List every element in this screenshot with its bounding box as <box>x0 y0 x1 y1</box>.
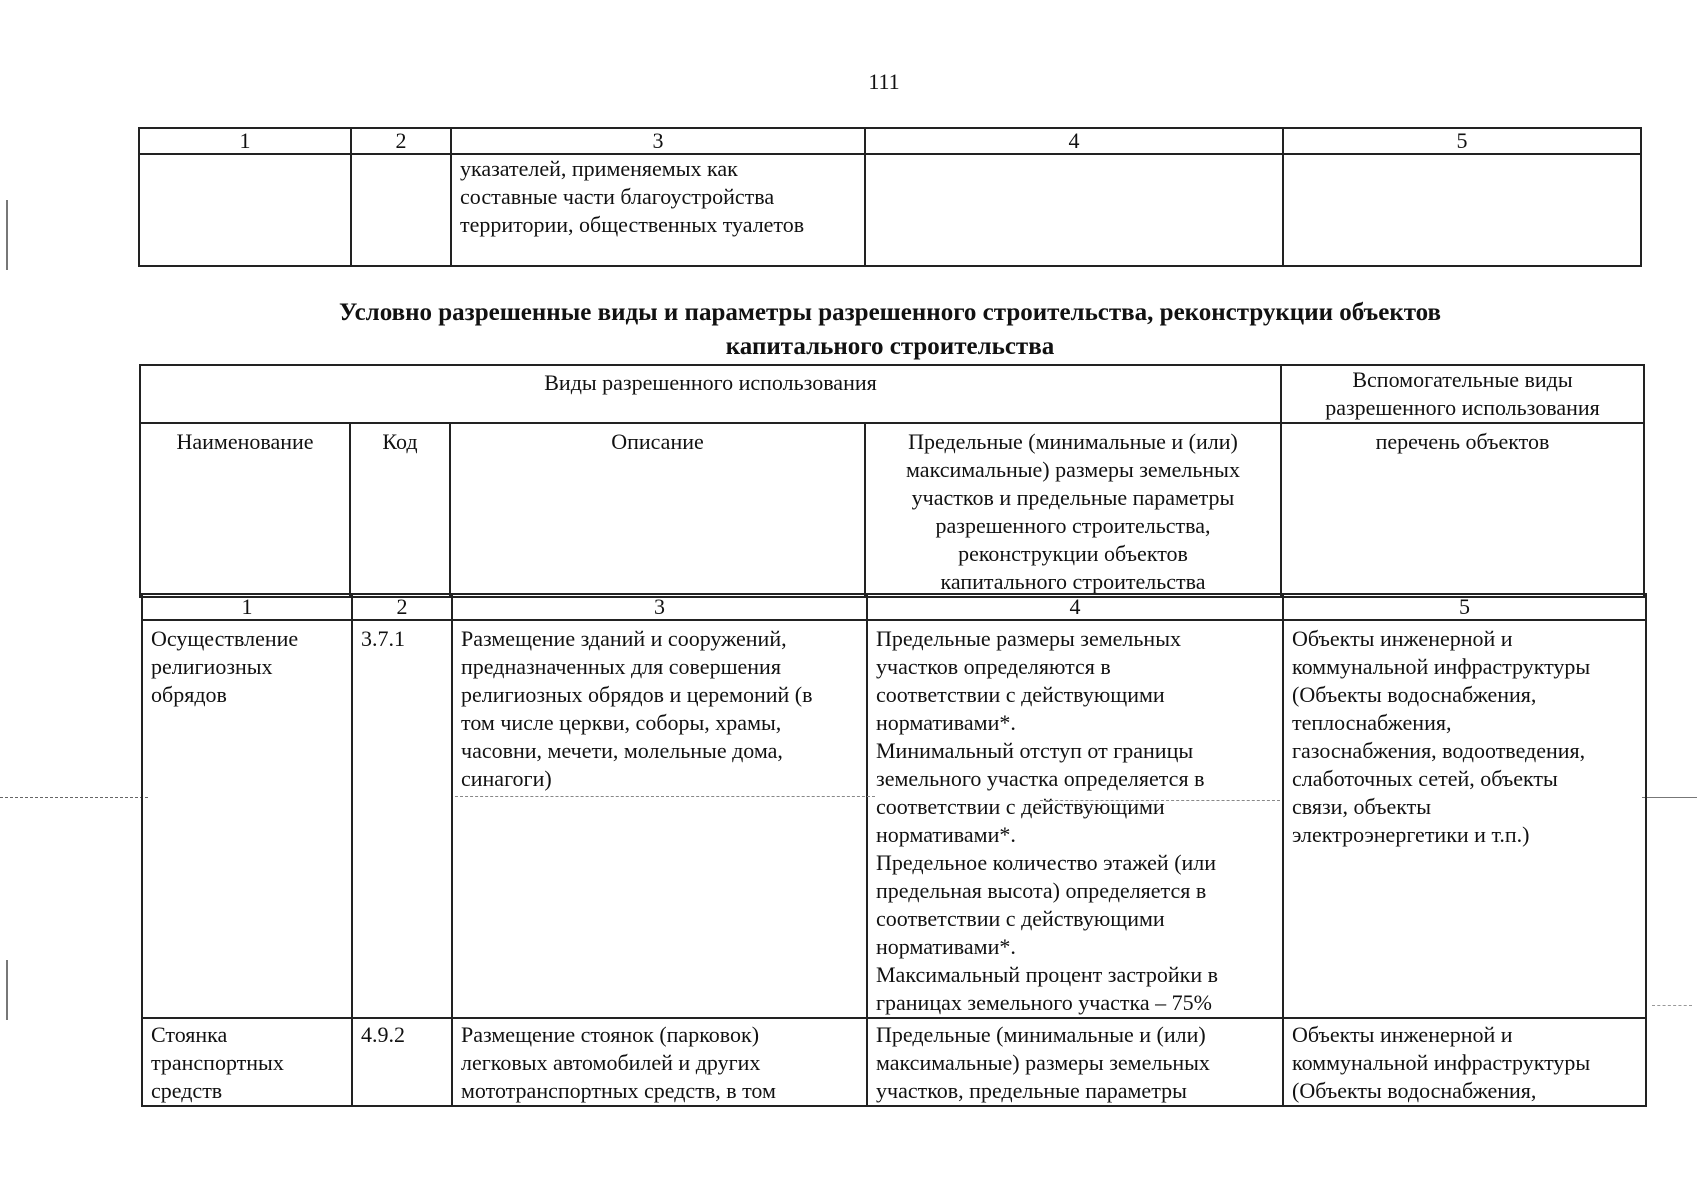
cell-name: Осуществление религиозных обрядов <box>142 620 352 1018</box>
fold-line-right <box>1642 797 1697 798</box>
cell-params: Предельные размеры земельных участков определяются в соответствии с действующими нормативами*. Минимальный отступ от границы земельного участка определяется в соответствии с действующими нормативами*. Предельное количество этажей (или предельная высота) определяется в соответствии с действующими нормативами*. Максимальный процент застройки в границах земельного участка – 75% <box>867 620 1283 1018</box>
cell-aux <box>1283 154 1641 266</box>
group-header-row <box>140 365 1644 423</box>
table-row <box>142 1018 1646 1106</box>
permitted-use-table-header <box>139 364 1645 598</box>
cell-description: Размещение зданий и сооружений, предназначенных для совершения религиозных обрядов и церемоний (в том числе церкви, соборы, храмы, часовни, мечети, молельные дома, синагоги) <box>452 620 867 1018</box>
column-number: 1 <box>142 594 352 620</box>
aux-header: Вспомогательные виды разрешенного использования <box>1281 365 1644 423</box>
column-number-row <box>142 594 1646 620</box>
table-row <box>142 620 1646 1018</box>
column-number: 2 <box>351 128 451 154</box>
column-number-row <box>139 128 1641 154</box>
cell-aux: Объекты инженерной и коммунальной инфраструктуры (Объекты водоснабжения, теплоснабжения, газоснабжения, водоотведения, слаботочных сетей, объекты связи, объекты электроэнергетики и т.п.) <box>1283 620 1646 1018</box>
permitted-use-table-body <box>141 593 1647 1107</box>
header-params: Предельные (минимальные и (или) максимальные) размеры земельных участков и предельные параметры разрешенного строительства, реконструкции объектов капитального строительства <box>865 423 1281 597</box>
column-number: 2 <box>352 594 452 620</box>
column-number: 3 <box>452 594 867 620</box>
group-header: Виды разрешенного использования <box>140 365 1281 423</box>
cell-name <box>139 154 351 266</box>
header-aux-list: перечень объектов <box>1281 423 1644 597</box>
cell-description: указателей, применяемых как составные части благоустройства территории, общественных туалетов <box>451 154 865 266</box>
cell-code: 4.9.2 <box>352 1018 452 1106</box>
header-name: Наименование <box>140 423 350 597</box>
cell-code <box>351 154 451 266</box>
table-row <box>139 154 1641 266</box>
column-number: 4 <box>865 128 1283 154</box>
scan-mark <box>6 960 8 1020</box>
column-number: 3 <box>451 128 865 154</box>
fold-line-center <box>455 796 875 797</box>
column-number: 4 <box>867 594 1283 620</box>
scan-mark <box>6 200 8 270</box>
header-code: Код <box>350 423 450 597</box>
column-header-row <box>140 423 1644 597</box>
cell-params <box>865 154 1283 266</box>
cell-params: Предельные (минимальные и (или) максимальные) размеры земельных участков, предельные параметры <box>867 1018 1283 1106</box>
column-number: 5 <box>1283 128 1641 154</box>
continued-table <box>138 127 1642 267</box>
cell-code: 3.7.1 <box>352 620 452 1018</box>
page-number: 111 <box>868 69 900 94</box>
fold-line-left <box>0 797 148 798</box>
cell-name: Стоянка транспортных средств <box>142 1018 352 1106</box>
fold-line-center <box>1040 800 1280 801</box>
section-title: Условно разрешенные виды и параметры разрешенного строительства, реконструкции объектов капитального строительства <box>338 299 1442 360</box>
column-number: 1 <box>139 128 351 154</box>
cell-description: Размещение стоянок (парковок) легковых автомобилей и других мототранспортных средств, в том <box>452 1018 867 1106</box>
column-number: 5 <box>1283 594 1646 620</box>
header-description: Описание <box>450 423 865 597</box>
cell-aux: Объекты инженерной и коммунальной инфраструктуры (Объекты водоснабжения, <box>1283 1018 1646 1106</box>
scan-mark <box>1652 1005 1692 1006</box>
